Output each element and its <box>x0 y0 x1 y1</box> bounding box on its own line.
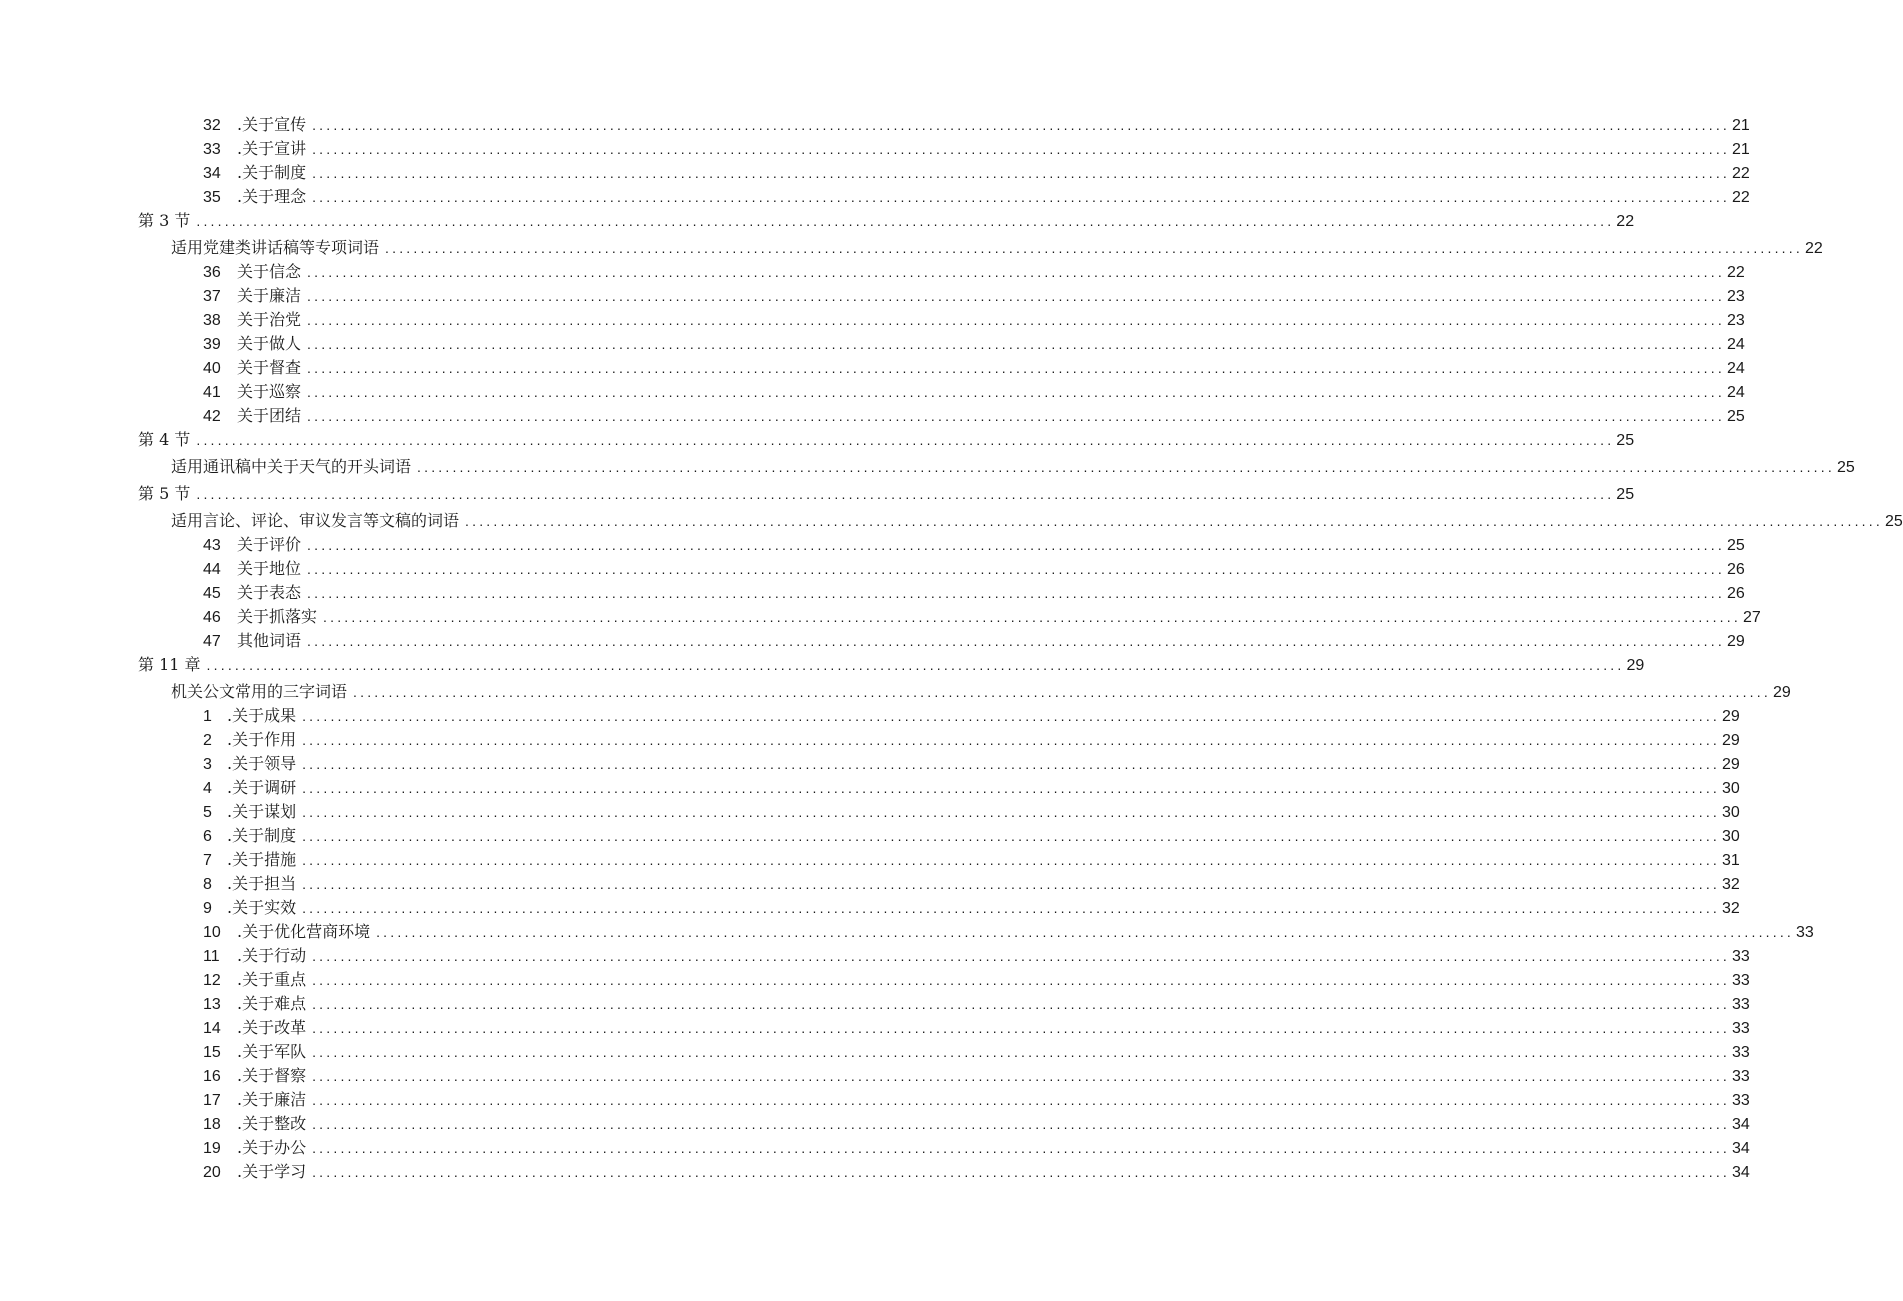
toc-entry-number: 42 <box>203 408 221 425</box>
toc-entry-number: 37 <box>203 288 221 305</box>
toc-entry-number: 9 <box>203 900 212 917</box>
toc-entry-page-number: 24 <box>1726 384 1745 401</box>
dot-leader: ........................................................................................................................................................................................................ <box>385 240 1803 256</box>
toc-entry-title: .关于调研 <box>227 778 297 797</box>
toc-entry-label <box>138 482 196 506</box>
toc-entry[interactable] <box>203 1040 1750 1064</box>
toc-entry-title: .关于制度 <box>227 826 297 845</box>
dot-leader: ........................................................................................................................................................................................................ <box>312 1068 1731 1084</box>
toc-entry-title: 关于团结 <box>237 406 302 425</box>
dot-leader: ........................................................................................................................................................................................................ <box>312 972 1731 988</box>
toc-entry-title: 关于做人 <box>237 334 302 353</box>
toc-entry[interactable] <box>171 236 1823 260</box>
toc-entry-number: 10 <box>203 924 221 941</box>
toc-entry-title: .关于重点 <box>237 970 307 989</box>
dot-leader: ........................................................................................................................................................................................................ <box>307 561 1725 577</box>
toc-entry-title: .关于实效 <box>227 898 297 917</box>
toc-entry-page-number: 21 <box>1732 117 1750 134</box>
toc-entry-title: 第 5 节 <box>138 484 191 503</box>
toc-entry-label <box>203 1112 312 1137</box>
toc-entry-page-number: 22 <box>1804 240 1823 257</box>
toc-entry-title: .关于宣讲 <box>237 139 307 158</box>
toc-entry-label <box>138 428 196 452</box>
toc-entry-title: .关于整改 <box>237 1114 307 1133</box>
toc-entry-page-number: 22 <box>1616 213 1635 230</box>
toc-entry-number: 44 <box>203 561 221 578</box>
toc-entry-page-number: 25 <box>1616 486 1635 503</box>
toc-entry-number: 8 <box>203 876 212 893</box>
toc-entry-number: 18 <box>203 1116 221 1133</box>
toc-entry[interactable] <box>203 284 1745 308</box>
toc-entry-label <box>203 380 307 405</box>
toc-entry-label <box>203 848 302 873</box>
toc-entry-title: .关于谋划 <box>227 802 297 821</box>
toc-entry-number: 1 <box>203 708 212 725</box>
toc-entry-title: .关于难点 <box>237 994 307 1013</box>
toc-entry-label <box>203 113 312 138</box>
toc-entry[interactable] <box>203 260 1745 284</box>
toc-entry-number: 47 <box>203 633 221 650</box>
dot-leader: ........................................................................................................................................................................................................ <box>196 432 1615 448</box>
toc-entry-number: 32 <box>203 117 221 134</box>
toc-entry-page-number: 30 <box>1722 804 1740 821</box>
toc-entry-label <box>203 332 307 357</box>
toc-entry-label <box>203 185 312 210</box>
dot-leader: ........................................................................................................................................................................................................ <box>307 585 1725 601</box>
toc-entry-page-number: 30 <box>1722 780 1740 797</box>
toc-entry-label <box>203 1064 312 1089</box>
toc-entry-label <box>203 992 312 1017</box>
toc-entry-label <box>203 776 302 801</box>
toc-entry[interactable] <box>203 1160 1750 1184</box>
toc-entry-number: 12 <box>203 972 221 989</box>
dot-leader: ........................................................................................................................................................................................................ <box>302 780 1721 796</box>
toc-entry-label <box>171 680 353 704</box>
toc-entry-label <box>203 629 307 654</box>
toc-entry[interactable] <box>203 185 1750 209</box>
toc-entry-page-number: 33 <box>1732 1044 1750 1061</box>
toc-entry-page-number: 30 <box>1722 828 1740 845</box>
dot-leader: ........................................................................................................................................................................................................ <box>312 1092 1731 1108</box>
dot-leader: ........................................................................................................................................................................................................ <box>307 264 1725 280</box>
dot-leader: ........................................................................................................................................................................................................ <box>302 756 1721 772</box>
toc-entry[interactable] <box>203 533 1745 557</box>
dot-leader: ........................................................................................................................................................................................................ <box>353 684 1771 700</box>
toc-entry-title: .关于学习 <box>237 1162 307 1181</box>
toc-entry-label <box>203 356 307 381</box>
toc-entry-page-number: 21 <box>1732 141 1750 158</box>
toc-entry-label <box>203 920 376 945</box>
toc-entry-number: 33 <box>203 141 221 158</box>
toc-entry-page-number: 33 <box>1732 972 1750 989</box>
toc-entry[interactable] <box>203 752 1740 776</box>
dot-leader: ........................................................................................................................................................................................................ <box>312 948 1731 964</box>
toc-entry-page-number: 25 <box>1836 459 1855 476</box>
toc-entry-number: 46 <box>203 609 221 626</box>
toc-entry[interactable] <box>203 356 1745 380</box>
toc-entry-title: .关于制度 <box>237 163 307 182</box>
toc-entry-number: 13 <box>203 996 221 1013</box>
dot-leader: ........................................................................................................................................................................................................ <box>302 804 1721 820</box>
toc-entry-label <box>203 944 312 969</box>
toc-entry-title: .关于军队 <box>237 1042 307 1061</box>
toc-entry-number: 39 <box>203 336 221 353</box>
dot-leader: ........................................................................................................................................................................................................ <box>307 360 1725 376</box>
toc-entry-number: 34 <box>203 165 221 182</box>
toc-entry-title: .关于宣传 <box>237 115 307 134</box>
toc-entry-title: .关于领导 <box>227 754 297 773</box>
dot-leader: ........................................................................................................................................................................................................ <box>312 1164 1731 1180</box>
toc-entry-label <box>171 236 385 260</box>
toc-entry-title: 第 11 章 <box>138 655 201 674</box>
toc-entry-label <box>203 137 312 162</box>
toc-entry-label <box>203 1040 312 1065</box>
dot-leader: ........................................................................................................................................................................................................ <box>323 609 1741 625</box>
dot-leader: ........................................................................................................................................................................................................ <box>302 876 1721 892</box>
toc-entry-title: .关于担当 <box>227 874 297 893</box>
toc-entry-label <box>203 284 307 309</box>
toc-entry[interactable] <box>203 824 1740 848</box>
toc-entry-title: 关于评价 <box>237 535 302 554</box>
toc-entry-title: .关于行动 <box>237 946 307 965</box>
toc-entry-page-number: 25 <box>1726 537 1745 554</box>
toc-entry-title: .关于措施 <box>227 850 297 869</box>
toc-entry-title: .关于作用 <box>227 730 297 749</box>
toc-entry-label <box>203 1160 312 1185</box>
toc-entry-title: .关于廉洁 <box>237 1090 307 1109</box>
toc-entry-page-number: 24 <box>1726 336 1745 353</box>
toc-entry-label <box>171 455 417 479</box>
toc-entry[interactable] <box>203 728 1740 752</box>
dot-leader: ........................................................................................................................................................................................................ <box>465 513 1883 529</box>
toc-entry[interactable] <box>203 605 1761 629</box>
toc-entry-label <box>203 968 312 993</box>
dot-leader: ........................................................................................................................................................................................................ <box>307 336 1725 352</box>
toc-entry-title: 机关公文常用的三字词语 <box>171 682 348 701</box>
toc-entry[interactable] <box>138 653 1645 677</box>
toc-entry-number: 43 <box>203 537 221 554</box>
toc-entry-page-number: 33 <box>1732 996 1750 1013</box>
toc-entry-page-number: 29 <box>1722 708 1740 725</box>
toc-entry-page-number: 23 <box>1726 288 1745 305</box>
dot-leader: ........................................................................................................................................................................................................ <box>312 1140 1731 1156</box>
toc-entry-label <box>203 1016 312 1041</box>
toc-entry[interactable] <box>138 428 1635 452</box>
toc-entry[interactable] <box>203 1136 1750 1160</box>
toc-entry[interactable] <box>203 800 1740 824</box>
toc-entry-page-number: 34 <box>1732 1116 1750 1133</box>
toc-entry-label <box>203 557 307 582</box>
dot-leader: ........................................................................................................................................................................................................ <box>196 486 1615 502</box>
toc-entry-title: 关于督查 <box>237 358 302 377</box>
toc-entry[interactable] <box>203 1088 1750 1112</box>
dot-leader: ........................................................................................................................................................................................................ <box>312 1020 1731 1036</box>
toc-entry-number: 40 <box>203 360 221 377</box>
toc-entry-page-number: 34 <box>1732 1140 1750 1157</box>
toc-entry-page-number: 26 <box>1726 585 1745 602</box>
dot-leader: ........................................................................................................................................................................................................ <box>302 900 1721 916</box>
toc-entry[interactable] <box>171 509 1903 533</box>
toc-entry-number: 19 <box>203 1140 221 1157</box>
toc-entry-label <box>203 872 302 897</box>
dot-leader: ........................................................................................................................................................................................................ <box>302 732 1721 748</box>
toc-entry-title: .关于成果 <box>227 706 297 725</box>
toc-entry-number: 11 <box>203 948 220 965</box>
toc-entry-number: 14 <box>203 1020 221 1037</box>
dot-leader: ........................................................................................................................................................................................................ <box>312 141 1731 157</box>
toc-entry-label <box>203 1088 312 1113</box>
toc-entry[interactable] <box>138 482 1635 506</box>
toc-entry-title: 关于抓落实 <box>237 607 318 626</box>
dot-leader: ........................................................................................................................................................................................................ <box>302 828 1721 844</box>
toc-entry-page-number: 25 <box>1726 408 1745 425</box>
toc-entry-number: 6 <box>203 828 212 845</box>
toc-entry-number: 20 <box>203 1164 221 1181</box>
toc-entry[interactable] <box>203 1112 1750 1136</box>
toc-entry-title: .关于办公 <box>237 1138 307 1157</box>
toc-entry[interactable] <box>171 680 1791 704</box>
toc-entry-label <box>203 728 302 753</box>
toc-entry-page-number: 29 <box>1722 732 1740 749</box>
toc-entry[interactable] <box>203 920 1814 944</box>
toc-entry-label <box>203 1136 312 1161</box>
toc-entry-title: 关于治党 <box>237 310 302 329</box>
toc-entry-page-number: 22 <box>1732 165 1750 182</box>
toc-entry[interactable] <box>203 380 1745 404</box>
toc-entry-label <box>138 653 207 677</box>
toc-entry-number: 3 <box>203 756 212 773</box>
toc-entry-title: 适用党建类讲话稿等专项词语 <box>171 238 380 257</box>
toc-entry-label <box>203 896 302 921</box>
toc-entry-label <box>203 752 302 777</box>
toc-entry-label <box>203 260 307 285</box>
toc-entry-number: 5 <box>203 804 212 821</box>
toc-entry-number: 7 <box>203 852 212 869</box>
toc-entry[interactable] <box>203 776 1740 800</box>
dot-leader: ........................................................................................................................................................................................................ <box>307 633 1725 649</box>
toc-entry[interactable] <box>203 557 1745 581</box>
toc-entry-page-number: 34 <box>1732 1164 1750 1181</box>
toc-entry-page-number: 33 <box>1732 1092 1750 1109</box>
dot-leader: ........................................................................................................................................................................................................ <box>302 852 1721 868</box>
toc-entry-label <box>203 605 323 630</box>
toc-entry-title: 其他词语 <box>237 631 302 650</box>
toc-entry-number: 17 <box>203 1092 221 1109</box>
toc-entry-title: 关于廉洁 <box>237 286 302 305</box>
dot-leader: ........................................................................................................................................................................................................ <box>196 213 1615 229</box>
dot-leader: ........................................................................................................................................................................................................ <box>307 537 1725 553</box>
toc-entry-title: .关于优化营商环境 <box>237 922 371 941</box>
dot-leader: ........................................................................................................................................................................................................ <box>206 657 1625 673</box>
toc-entry[interactable] <box>203 896 1740 920</box>
toc-entry[interactable] <box>138 209 1635 233</box>
toc-entry-label <box>203 404 307 429</box>
toc-entry-page-number: 22 <box>1732 189 1750 206</box>
toc-entry-label <box>171 509 465 533</box>
toc-entry-title: 关于表态 <box>237 583 302 602</box>
toc-entry-label <box>203 533 307 558</box>
toc-entry[interactable] <box>203 704 1740 728</box>
toc-entry[interactable] <box>203 404 1745 428</box>
toc-entry-title: .关于理念 <box>237 187 307 206</box>
toc-entry-number: 35 <box>203 189 221 206</box>
toc-entry[interactable] <box>203 1016 1750 1040</box>
toc-entry-label <box>138 209 196 233</box>
toc-entry-label <box>203 161 312 186</box>
toc-entry-page-number: 27 <box>1742 609 1761 626</box>
toc-entry-page-number: 33 <box>1732 1020 1750 1037</box>
toc-entry[interactable] <box>203 581 1745 605</box>
toc-entry[interactable] <box>203 968 1750 992</box>
toc-entry-page-number: 33 <box>1732 1068 1750 1085</box>
toc-entry-page-number: 22 <box>1726 264 1745 281</box>
toc-entry-label <box>203 824 302 849</box>
toc-entry-number: 38 <box>203 312 221 329</box>
toc-entry[interactable] <box>203 1064 1750 1088</box>
toc-entry-title: .关于改革 <box>237 1018 307 1037</box>
toc-entry-title: 第 4 节 <box>138 430 191 449</box>
toc-entry-page-number: 24 <box>1726 360 1745 377</box>
dot-leader: ........................................................................................................................................................................................................ <box>307 312 1725 328</box>
toc-entry-page-number: 29 <box>1626 657 1645 674</box>
toc-entry[interactable] <box>203 848 1740 872</box>
toc-entry-label <box>203 704 302 729</box>
dot-leader: ........................................................................................................................................................................................................ <box>307 288 1725 304</box>
toc-entry-title: 关于地位 <box>237 559 302 578</box>
toc-entry-label <box>203 800 302 825</box>
dot-leader: ........................................................................................................................................................................................................ <box>312 1044 1731 1060</box>
toc-entry-number: 45 <box>203 585 221 602</box>
dot-leader: ........................................................................................................................................................................................................ <box>312 996 1731 1012</box>
dot-leader: ........................................................................................................................................................................................................ <box>312 189 1731 205</box>
toc-entry-page-number: 23 <box>1726 312 1745 329</box>
dot-leader: ........................................................................................................................................................................................................ <box>307 384 1725 400</box>
toc-entry[interactable] <box>203 332 1745 356</box>
toc-entry-page-number: 25 <box>1884 513 1903 530</box>
dot-leader: ........................................................................................................................................................................................................ <box>312 165 1731 181</box>
dot-leader: ........................................................................................................................................................................................................ <box>376 924 1795 940</box>
toc-entry[interactable] <box>203 992 1750 1016</box>
toc-entry-page-number: 31 <box>1722 852 1740 869</box>
toc-entry-page-number: 33 <box>1732 948 1750 965</box>
toc-entry-number: 41 <box>203 384 221 401</box>
toc-entry[interactable] <box>203 137 1750 161</box>
toc-entry-number: 15 <box>203 1044 221 1061</box>
toc-entry[interactable] <box>203 161 1750 185</box>
dot-leader: ........................................................................................................................................................................................................ <box>417 459 1835 475</box>
toc-entry-number: 16 <box>203 1068 221 1085</box>
dot-leader: ........................................................................................................................................................................................................ <box>302 708 1721 724</box>
dot-leader: ........................................................................................................................................................................................................ <box>312 117 1731 133</box>
toc-entry-title: 适用通讯稿中关于天气的开头词语 <box>171 457 412 476</box>
toc-entry-title: 关于信念 <box>237 262 302 281</box>
toc-entry-title: 第 3 节 <box>138 211 191 230</box>
toc-entry[interactable] <box>203 629 1745 653</box>
toc-entry[interactable] <box>203 872 1740 896</box>
dot-leader: ........................................................................................................................................................................................................ <box>312 1116 1731 1132</box>
toc-entry-page-number: 29 <box>1726 633 1745 650</box>
toc-entry-number: 36 <box>203 264 221 281</box>
toc-entry-title: 关于巡察 <box>237 382 302 401</box>
toc-entry-page-number: 33 <box>1796 924 1814 941</box>
toc-entry-page-number: 25 <box>1616 432 1635 449</box>
toc-entry-number: 2 <box>203 732 212 749</box>
toc-entry-page-number: 26 <box>1726 561 1745 578</box>
toc-entry-number: 4 <box>203 780 212 797</box>
toc-entry[interactable] <box>203 113 1750 137</box>
toc-entry-page-number: 29 <box>1722 756 1740 773</box>
dot-leader: ........................................................................................................................................................................................................ <box>307 408 1725 424</box>
toc-entry[interactable] <box>203 944 1750 968</box>
toc-entry[interactable] <box>171 455 1855 479</box>
toc-entry-label <box>203 308 307 333</box>
toc-entry-page-number: 32 <box>1722 900 1740 917</box>
toc-entry-label <box>203 581 307 606</box>
toc-entry[interactable] <box>203 308 1745 332</box>
toc-entry-title: 适用言论、评论、审议发言等文稿的词语 <box>171 511 460 530</box>
toc-entry-title: .关于督察 <box>237 1066 307 1085</box>
toc-entry-page-number: 32 <box>1722 876 1740 893</box>
toc-entry-page-number: 29 <box>1772 684 1791 701</box>
